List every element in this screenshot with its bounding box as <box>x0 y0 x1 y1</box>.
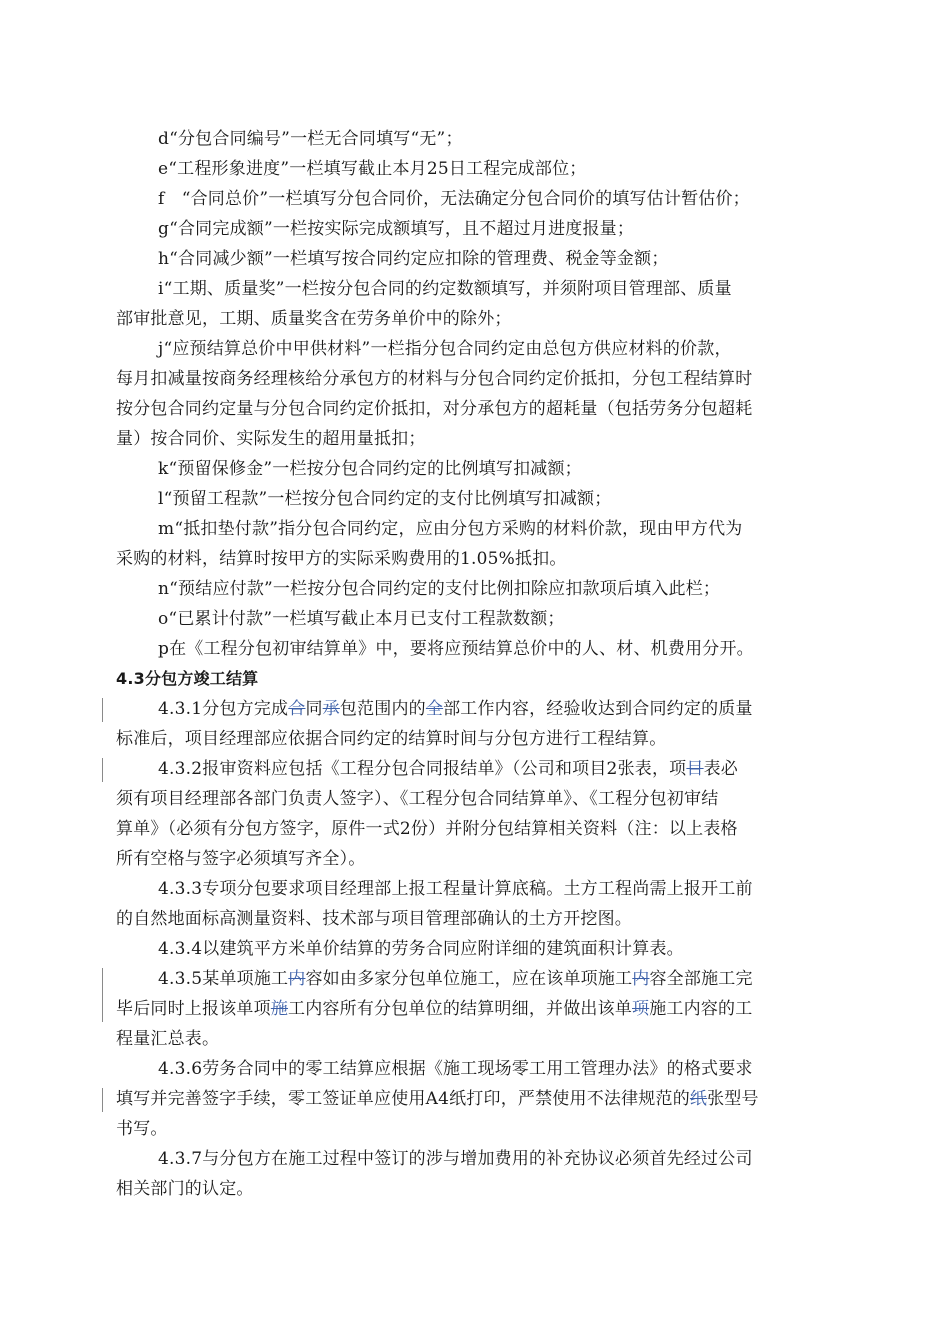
tracked-change-mark: 合 <box>288 699 306 719</box>
change-bar <box>102 698 103 722</box>
paragraph-line <box>116 1054 836 1084</box>
line-text: 须有项目经理部各部门负责人签字）、《工程分包合同结算单》、《工程分包初审结 <box>116 789 719 809</box>
paragraph-line <box>116 604 836 634</box>
change-bar <box>102 758 103 782</box>
paragraph-line <box>116 544 836 574</box>
line-text: 按分包合同约定量与分包合同约定价抵扣，对分承包方的超耗量（包括劳务分包超耗 <box>116 399 753 419</box>
line-text: 4.3.7与分包方在施工过程中签订的涉与增加费用的补充协议必须首先经过公司 <box>158 1149 753 1169</box>
paragraph-line <box>116 364 836 394</box>
paragraph-line <box>116 1024 836 1054</box>
line-text: 4.3.3专项分包要求项目经理部上报工程量计算底稿。土方工程尚需上报开工前 <box>158 879 753 899</box>
line-text: k“预留保修金”一栏按分包合同约定的比例填写扣减额； <box>158 459 582 479</box>
line-text: 施工内容的工 <box>649 999 753 1019</box>
line-text: 包范围内的 <box>339 699 426 719</box>
paragraph-line <box>116 994 836 1024</box>
line-text: 书写。 <box>116 1119 168 1139</box>
change-bar <box>102 968 103 1022</box>
change-bar <box>102 1088 103 1112</box>
line-text: d“分包合同编号”一栏无合同填写“无”； <box>158 129 463 149</box>
paragraph-line <box>116 304 836 334</box>
paragraph-line <box>116 814 836 844</box>
line-text: h“合同减少额”一栏填写按合同约定应扣除的管理费、税金等金额； <box>158 249 669 269</box>
paragraph-line <box>116 1114 836 1144</box>
line-text: 容全部施工完 <box>649 969 753 989</box>
tracked-change-mark: 纸 <box>689 1089 708 1109</box>
line-text: 部审批意见，工期、质量奖含在劳务单价中的除外； <box>116 309 512 329</box>
tracked-change-mark: 内 <box>632 969 650 989</box>
heading-text: 4.3分包方竣工结算 <box>116 669 259 688</box>
paragraph-line <box>116 244 836 274</box>
tracked-change-mark: 施 <box>270 999 289 1019</box>
paragraph-line <box>116 964 836 994</box>
line-text: 每月扣减量按商务经理核给分承包方的材料与分包合同约定价抵扣，分包工程结算时 <box>116 369 753 389</box>
paragraph-line <box>116 784 836 814</box>
paragraph-line <box>116 724 836 754</box>
line-text: p在《工程分包初审结算单》中，要将应预结算总价中的人、材、机费用分开。 <box>158 639 754 659</box>
paragraph-line <box>116 574 836 604</box>
paragraph-line <box>116 754 836 784</box>
line-text: 4.3.4以建筑平方米单价结算的劳务合同应附详细的建筑面积计算表。 <box>158 939 684 959</box>
line-text: 张型号 <box>707 1089 759 1109</box>
line-text: 程量汇总表。 <box>116 1029 220 1049</box>
paragraph-line <box>116 394 836 424</box>
tracked-change-mark: 目 <box>686 759 704 779</box>
line-text: 采购的材料，结算时按甲方的实际采购费用的1.05%抵扣。 <box>116 549 567 569</box>
paragraph-line <box>116 934 836 964</box>
line-text: i“工期、质量奖”一栏按分包合同的约定数额填写，并须附项目管理部、质量 <box>158 279 732 299</box>
tracked-change-mark: 全 <box>425 699 444 719</box>
paragraph-line <box>116 1144 836 1174</box>
line-text: 量）按合同价、实际发生的超用量抵扣； <box>116 429 426 449</box>
line-text: 工内容所有分包单位的结算明细，并做出该单 <box>288 999 633 1019</box>
tracked-change-mark: 内 <box>288 969 306 989</box>
tracked-change-mark: 承 <box>322 699 340 719</box>
line-text: 4.3.5某单项施工 <box>158 969 289 989</box>
line-text: 算单》（必须有分包方签字，原件一式2份）并附分包结算相关资料（注：以上表格 <box>116 819 738 839</box>
line-text: e“工程形象进度”一栏填写截止本月25日工程完成部位； <box>158 159 587 179</box>
paragraph-line <box>116 454 836 484</box>
paragraph-line <box>116 334 836 364</box>
paragraph-line <box>116 424 836 454</box>
line-text: 容如由多家分包单位施工，应在该单项施工 <box>305 969 633 989</box>
line-text: m“抵扣垫付款”指分包合同约定，应由分包方采购的材料价款，现由甲方代为 <box>158 519 743 539</box>
document-body <box>116 124 836 1204</box>
paragraph-line <box>116 904 836 934</box>
line-text: j“应预结算总价中甲供材料”一栏指分包合同约定由总包方供应材料的价款， <box>158 339 732 359</box>
paragraph-line <box>116 634 836 664</box>
line-text: 毕后同时上报该单项 <box>116 999 271 1019</box>
line-text: n“预结应付款”一栏按分包合同约定的支付比例扣除应扣款项后填入此栏； <box>158 579 721 599</box>
paragraph-line <box>116 1174 836 1204</box>
paragraph-line <box>116 154 836 184</box>
paragraph-line <box>116 214 836 244</box>
line-text: 部工作内容，经验收达到合同约定的质量 <box>443 699 753 719</box>
line-text: 填写并完善签字手续，零工签证单应使用A4纸打印，严禁使用不法律规范的 <box>116 1089 690 1109</box>
line-text: g“合同完成额”一栏按实际完成额填写，且不超过月进度报量； <box>158 219 635 239</box>
paragraph-line <box>116 694 836 724</box>
paragraph-line <box>116 844 836 874</box>
line-text: o“已累计付款”一栏填写截止本月已支付工程款数额； <box>158 609 565 629</box>
section-heading <box>116 664 836 694</box>
line-text: l“预留工程款”一栏按分包合同约定的支付比例填写扣减额； <box>158 489 612 509</box>
line-text: 4.3.2报审资料应包括《工程分包合同报结单》（公司和项目2张表，项 <box>158 759 687 779</box>
line-text: f “合同总价”一栏填写分包合同价，无法确定分包合同价的填写估计暂估价； <box>158 189 750 209</box>
paragraph-line <box>116 514 836 544</box>
line-text: 同 <box>305 699 323 719</box>
line-text: 4.3.1分包方完成 <box>158 699 289 719</box>
tracked-change-mark: 项 <box>632 999 650 1019</box>
paragraph-line <box>116 124 836 154</box>
paragraph-line <box>116 484 836 514</box>
paragraph-line <box>116 1084 836 1114</box>
line-text: 4.3.6劳务合同中的零工结算应根据《施工现场零工用工管理办法》的格式要求 <box>158 1059 753 1079</box>
paragraph-line <box>116 274 836 304</box>
line-text: 相关部门的认定。 <box>116 1179 254 1199</box>
line-text: 表必 <box>703 759 738 779</box>
paragraph-line <box>116 874 836 904</box>
line-text: 所有空格与签字必须填写齐全）。 <box>116 849 366 869</box>
line-text: 标准后，项目经理部应依据合同约定的结算时间与分包方进行工程结算。 <box>116 729 667 749</box>
line-text: 的自然地面标高测量资料、技术部与项目管理部确认的土方开挖图。 <box>116 909 632 929</box>
paragraph-line <box>116 184 836 214</box>
